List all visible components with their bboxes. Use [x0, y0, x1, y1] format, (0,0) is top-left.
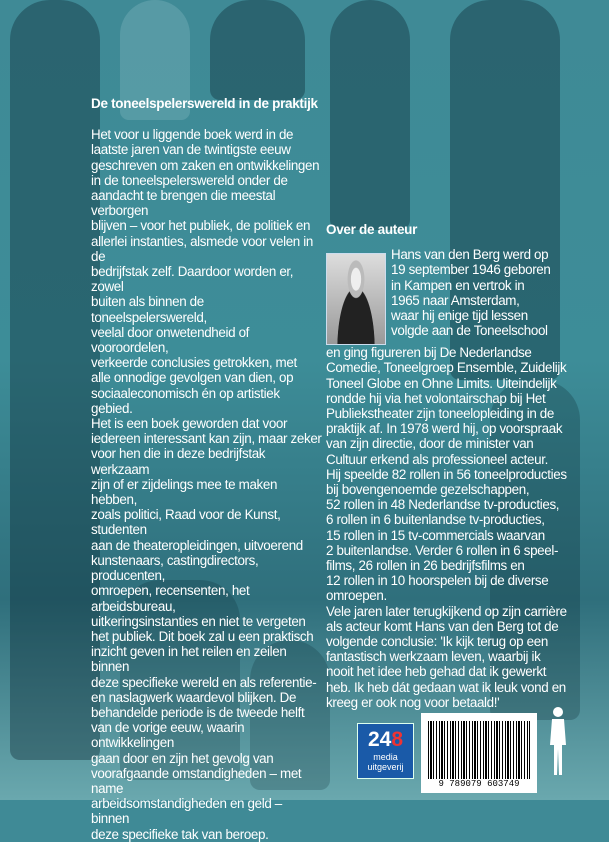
- isbn-barcode: [421, 713, 537, 793]
- barcode-bars: [428, 721, 530, 779]
- author-heading: Over de auteur: [326, 222, 418, 237]
- author-column: [326, 222, 576, 710]
- author-bio-text: en ging figureren bij De Nederlandse Comedie, Toneelgroep Ensemble, Zuidelijk Toneel Globe en Ohne Limits. Uiteindelijk rondde hij via het volontairschap bij Het Publiekstheater zijn toneelopleiding in de praktijk af. In 1978 werd hij, op voorspraak van zijn directie, door de minister van Cultuur erkend als professioneel acteur. Hij speelde 82 rollen in 56 toneelproducties bij bovengenoemde gezelschappen, 52 rollen in 48 Nederlandse tv-producties, 6 rollen in 6 buitenlandse tv-producties, 15 rollen in 15 tv-commercials waarvan 2 buitenlandse. Verder 6 rollen in 6 speel- films, 26 rollen in 26 bedrijfsfilms en 12 rollen in 10 hoorspelen bij de diverse omroepen. Vele jaren later terugkijkend op zijn carrière als acteur komt Hans van den Berg tot de volgende conclusie: 'Ik kijk terug op een fantastisch werkzaam leven, waarbij ik nooit het idee heb gehad dat ik gewerkt heb. Ik heb dát gedaan wat ik leuk vond en kreeg er ook nog voor betaald!': [326, 345, 567, 710]
- isbn-number: 9 789079 603749: [438, 779, 520, 789]
- author-intro-text: Hans van den Berg werd op 19 september 1946 geboren in Kampen en vertrok in 1965 naar Amsterdam, waar hij enige tijd lessen volgde aan de Toneelschool: [391, 247, 551, 339]
- description-column: [91, 96, 323, 842]
- author-intro: [326, 247, 576, 345]
- logo-line-2: uitgeverij: [367, 762, 404, 772]
- walking-figure-icon: [543, 705, 573, 777]
- description-heading: De toneelspelerswereld in de praktijk: [91, 96, 318, 111]
- description-text: Het voor u liggende boek werd in de laatste jaren van de twintigste eeuw geschreven om zaken en ontwikkelingen in de toneelspelerswereld onder de aandacht te brengen die meestal verborgen blijven – voor het publiek, de politiek en allerlei instanties, alsmede voor velen in de bedrijfstak zelf. Daardoor worden er, zowel buiten als binnen de toneelspelerswereld, veelal door onwetendheid of vooroordelen, verkeerde conclusies getrokken, met alle onnodige gevolgen van dien, op sociaaleconomisch én op artistiek gebied. Het is een boek geworden dat voor iedereen interessant kan zijn, maar zeker voor hen die in deze bedrijfstak werkzaam zijn of er zijdelings mee te maken hebben, zoals politici, Raad voor de Kunst, studenten aan de theateropleidingen, uitvoerend kunstenaars, castingdirectors, producenten, omroepen, recensenten, het arbeidsbureau, uitkeringsinstanties en niet te vergeten het publiek. Dit boek zal u een praktisch inzicht geven in het reilen en zeilen binnen deze specifieke wereld en als referentie- en naslagwerk waardevol blijken. De behandelde periode is de tweede helft van de vorige eeuw, waarin ontwikkelingen gaan door en zijn het gevolg van voorafgaande omstandigheden – met name arbeidsomstandigheden en geld – binnen deze specifieke tak van beroep.: [91, 127, 322, 842]
- logo-number-accent: 8: [391, 728, 404, 751]
- logo-number: 24: [367, 728, 392, 751]
- logo-line-1: media: [373, 752, 398, 762]
- publisher-logo: [357, 723, 414, 779]
- author-photo: [326, 253, 386, 345]
